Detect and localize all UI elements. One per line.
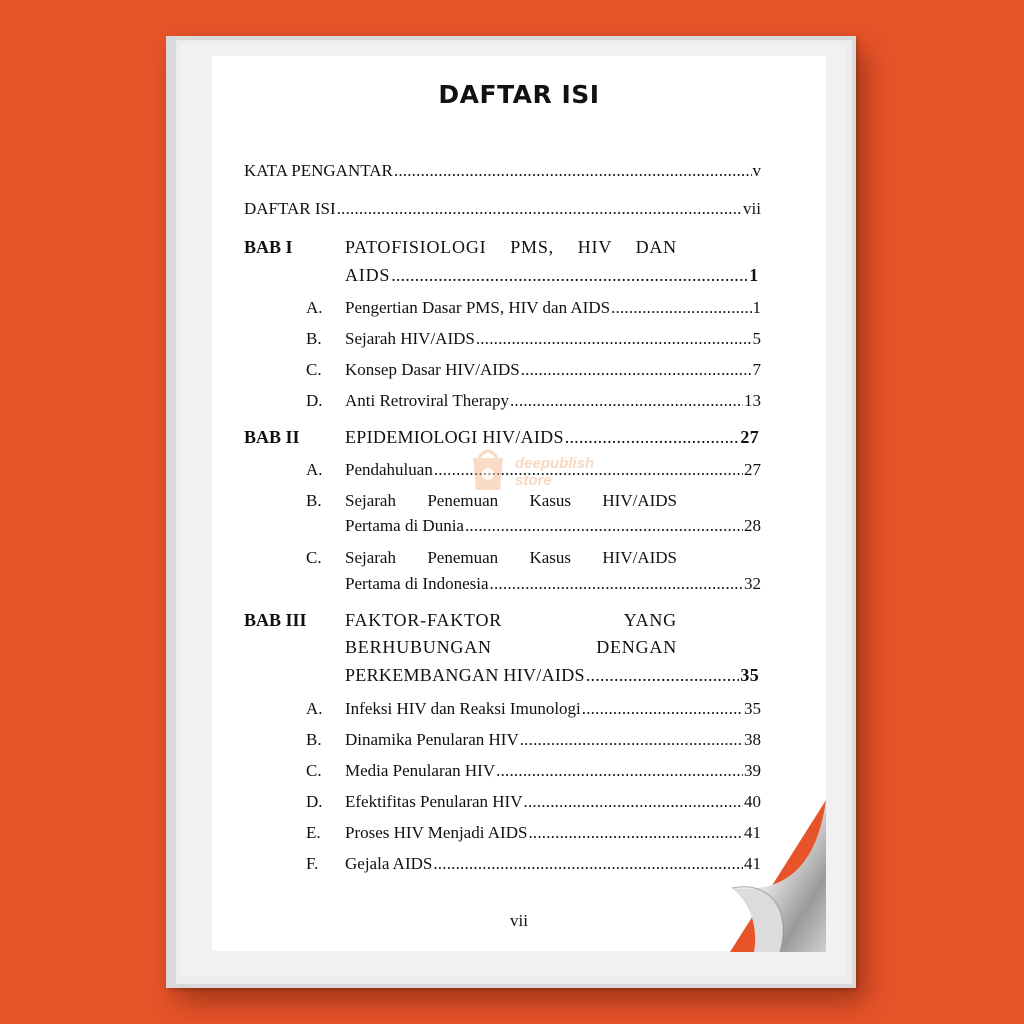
toc-label: Pertama di Dunia [345, 516, 464, 535]
toc-leader [476, 329, 752, 349]
chapter-title-text: AIDS [345, 265, 391, 285]
toc-label: DAFTAR ISI [244, 199, 336, 218]
toc-entry [345, 730, 761, 750]
section-letter: C. [306, 548, 322, 567]
chapter-title-1-line2 [345, 265, 759, 286]
toc-entry-daftar-isi [244, 199, 761, 219]
toc-leader [490, 574, 743, 594]
toc-leader [586, 665, 740, 686]
toc-label: Efektifitas Penularan HIV [345, 792, 523, 811]
section-letter: B. [306, 491, 322, 510]
toc-label: Pertama di Indonesia [345, 574, 489, 593]
toc-leader [394, 161, 752, 181]
toc-page: 39 [744, 761, 761, 780]
chapter-title-3-line3 [345, 665, 759, 686]
toc-page: v [752, 161, 761, 180]
toc-page: 27 [744, 460, 761, 479]
chapter-title-3-line1: FAKTOR-FAKTOR YANG [345, 610, 677, 630]
toc-leader [582, 699, 743, 719]
toc-page: 40 [744, 792, 761, 811]
chapter-title-1-line1: PATOFISIOLOGI PMS, HIV DAN [345, 237, 677, 257]
toc-page: 35 [744, 699, 761, 718]
section-letter: A. [306, 298, 323, 317]
chapter-page: 35 [740, 665, 759, 685]
toc-entry-line1: Sejarah Penemuan Kasus HIV/AIDS [345, 548, 677, 567]
chapter-title-text: PERKEMBANGAN HIV/AIDS [345, 665, 585, 685]
toc-entry [345, 823, 761, 843]
toc-label: KATA PENGANTAR [244, 161, 393, 180]
toc-label: Infeksi HIV dan Reaksi Imunologi [345, 699, 581, 718]
chapter-number-3: BAB III [244, 610, 307, 630]
chapter-page: 1 [749, 265, 759, 285]
toc-label: Media Penularan HIV [345, 761, 496, 780]
section-letter: A. [306, 460, 323, 479]
toc-page: 13 [744, 391, 761, 410]
page-title: DAFTAR ISI [438, 80, 600, 109]
section-letter: C. [306, 761, 322, 780]
toc-leader [391, 265, 748, 286]
toc-label: Pengertian Dasar PMS, HIV dan AIDS [345, 298, 611, 317]
toc-page: 38 [744, 730, 761, 749]
toc-label: Gejala AIDS [345, 854, 433, 873]
section-letter: C. [306, 360, 322, 379]
toc-page: 5 [752, 329, 761, 348]
svg-text:store: store [515, 472, 552, 489]
toc-label: Pendahuluan [345, 460, 433, 479]
toc-entry-kata-pengantar [244, 161, 761, 181]
page-curl [730, 800, 826, 952]
section-letter: D. [306, 792, 323, 811]
toc-entry [345, 699, 761, 719]
toc-label: Anti Retroviral Therapy [345, 391, 509, 410]
section-letter: D. [306, 391, 323, 410]
toc-leader [465, 516, 743, 536]
toc-page: 41 [744, 823, 761, 842]
chapter-title-3-line2: BERHUBUNGAN DENGAN [345, 637, 677, 657]
toc-label: Konsep Dasar HIV/AIDS [345, 360, 520, 379]
toc-label: Sejarah HIV/AIDS [345, 329, 475, 348]
toc-label: Proses HIV Menjadi AIDS [345, 823, 528, 842]
toc-leader [611, 298, 751, 318]
deepublish-store-watermark [463, 440, 613, 498]
toc-entry [345, 792, 761, 812]
chapter-number-2: BAB II [244, 427, 300, 447]
watermark-text: deepublish [515, 455, 595, 472]
toc-entry [345, 761, 761, 781]
toc-page: 28 [744, 516, 761, 535]
chapter-number-1: BAB I [244, 237, 293, 257]
toc-leader [433, 854, 743, 874]
section-letter: E. [306, 823, 321, 842]
toc-entry [345, 516, 761, 536]
section-letter: B. [306, 329, 322, 348]
toc-entry [345, 574, 761, 594]
toc-entry [345, 854, 761, 874]
toc-leader [496, 761, 743, 781]
toc-page: 1 [752, 298, 761, 317]
toc-entry-line1: Sejarah Penemuan Kasus HIV/AIDS [345, 491, 677, 510]
toc-entry [345, 391, 761, 411]
toc-page: 41 [744, 854, 761, 873]
toc-page: vii [743, 199, 761, 218]
toc-leader [337, 199, 742, 219]
toc-page: 7 [752, 360, 761, 379]
section-letter: F. [306, 854, 319, 873]
toc-leader [520, 730, 743, 750]
toc-leader [521, 360, 752, 380]
chapter-title-text: EPIDEMIOLOGI HIV/AIDS [345, 427, 564, 447]
toc-entry [345, 329, 761, 349]
chapter-page: 27 [740, 427, 759, 447]
toc-leader [524, 792, 744, 812]
toc-page: 32 [744, 574, 761, 593]
section-letter: B. [306, 730, 322, 749]
page-number: vii [510, 911, 528, 930]
toc-leader [528, 823, 743, 843]
toc-label: Dinamika Penularan HIV [345, 730, 519, 749]
toc-entry [345, 360, 761, 380]
toc-entry [345, 298, 761, 318]
section-letter: A. [306, 699, 323, 718]
toc-leader [510, 391, 743, 411]
